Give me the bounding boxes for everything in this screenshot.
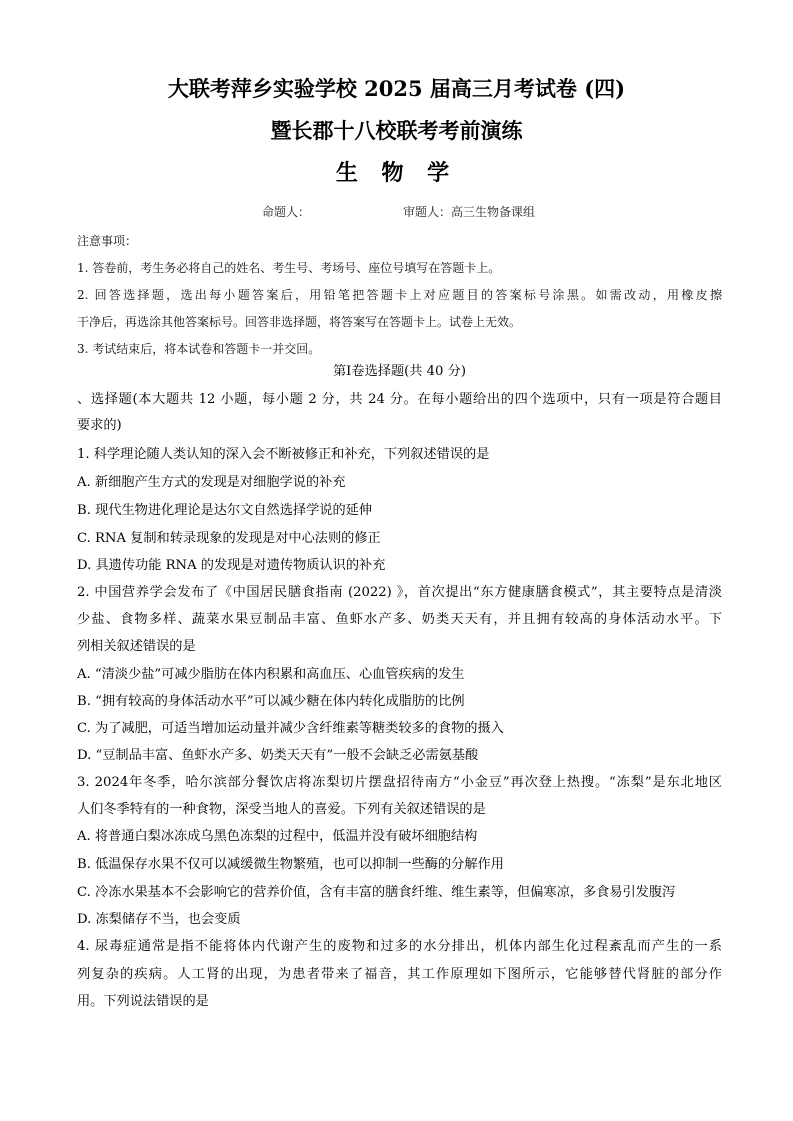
question-1-option-d: D. 具遗传功能 RNA 的发现是对遗传物质认识的补充 <box>77 558 386 573</box>
question-1-option-c: C. RNA 复制和转录现象的发现是对中心法则的修正 <box>77 531 381 546</box>
notice-item: 3. 考试结束后，将本试卷和答题卡一并交回。 <box>77 342 321 356</box>
question-3-stem: 3. 2024年冬季，哈尔滨部分餐饮店将冻梨切片摆盘招待南方“小金豆”再次登上热搜。“冻梨”是东北地区 <box>77 775 722 790</box>
question-2-stem-continued: 少盐、食物多样、蔬菜水果豆制品丰富、鱼虾水产多、奶类天天有，并且拥有较高的身体活动水平。下 <box>77 612 722 627</box>
question-3-option-a: A. 将普通白梨冰冻成乌黑色冻梨的过程中，低温并没有破坏细胞结构 <box>77 829 478 844</box>
question-3-option-b: B. 低温保存水果不仅可以减缓微生物繁殖，也可以抑制一些酶的分解作用 <box>77 857 504 872</box>
question-4-stem-continued: 用。下列说法错误的是 <box>77 994 209 1009</box>
question-2-option-c: C. 为了减肥，可适当增加运动量并减少含纤维素等糖类较多的食物的摄入 <box>77 721 504 736</box>
section-title: 第Ⅰ卷选择题(共 40 分) <box>333 364 466 379</box>
notice-item: 1. 答卷前，考生务必将自己的姓名、考生号、考场号、座位号填写在答题卡上。 <box>77 261 501 275</box>
question-3-stem-continued: 人们冬季特有的一种食物，深受当地人的喜爱。下列有关叙述错误的是 <box>77 802 486 817</box>
question-2-option-b: B. “拥有较高的身体活动水平”可以减少糖在体内转化成脂肪的比例 <box>77 694 465 709</box>
subject-title: 生 物 学 <box>335 160 458 186</box>
setter-label: 命题人： <box>262 205 311 219</box>
reviewer-label: 审题人：高三生物备课组 <box>403 205 536 219</box>
question-2-stem: 2. 中国营养学会发布了《中国居民膳食指南 (2022) 》，首次提出“东方健康膳食模式”，其主要特点是清淡 <box>77 585 722 600</box>
question-3-option-d: D. 冻梨储存不当，也会变质 <box>77 912 241 927</box>
question-2-option-a: A. “清淡少盐”可减少脂肪在体内积累和高血压、心血管疾病的发生 <box>77 667 465 682</box>
question-3-option-c: C. 冷冻水果基本不会影响它的营养价值，含有丰富的膳食纤维、维生素等，但偏寒凉，多食易引发腹泻 <box>77 885 676 900</box>
question-1-option-b: B. 现代生物进化理论是达尔文自然选择学说的延伸 <box>77 503 373 518</box>
question-4-stem-continued: 列复杂的疾病。人工肾的出现，为患者带来了福音，其工作原理如下图所示，它能够替代肾脏的部分作 <box>77 967 722 982</box>
question-2-option-d: D. “豆制品丰富、鱼虾水产多、奶类天天有”一般不会缺乏必需氨基酸 <box>77 748 479 763</box>
question-2-stem-continued: 列相关叙述错误的是 <box>77 639 196 654</box>
exam-title: 大联考萍乡实验学校 2025 届高三月考试卷 (四) <box>167 76 626 101</box>
notice-heading: 注意事项： <box>77 234 138 248</box>
notice-item-continued: 干净后，再选涂其他答案标号。回答非选择题，将答案写在答题卡上。试卷上无效。 <box>77 315 522 329</box>
section-intro-continued: 要求的) <box>77 418 122 433</box>
question-1-option-a: A. 新细胞产生方式的发现是对细胞学说的补充 <box>77 475 346 490</box>
exam-subtitle: 暨长郡十八校联考考前演练 <box>270 118 523 143</box>
question-4-stem: 4. 尿毒症通常是指不能将体内代谢产生的废物和过多的水分排出，机体内部生化过程紊乱而产生的一系 <box>77 939 722 954</box>
question-1-stem: 1. 科学理论随人类认知的深入会不断被修正和补充，下列叙述错误的是 <box>77 447 490 462</box>
section-intro: 、选择题(本大题共 12 小题，每小题 2 分，共 24 分。在每小题给出的四个选项中，只有一项是符合题目 <box>77 392 722 407</box>
notice-item: 2. 回答选择题，选出每小题答案后，用铅笔把答题卡上对应题目的答案标号涂黑。如需改动，用橡皮擦 <box>77 288 722 302</box>
